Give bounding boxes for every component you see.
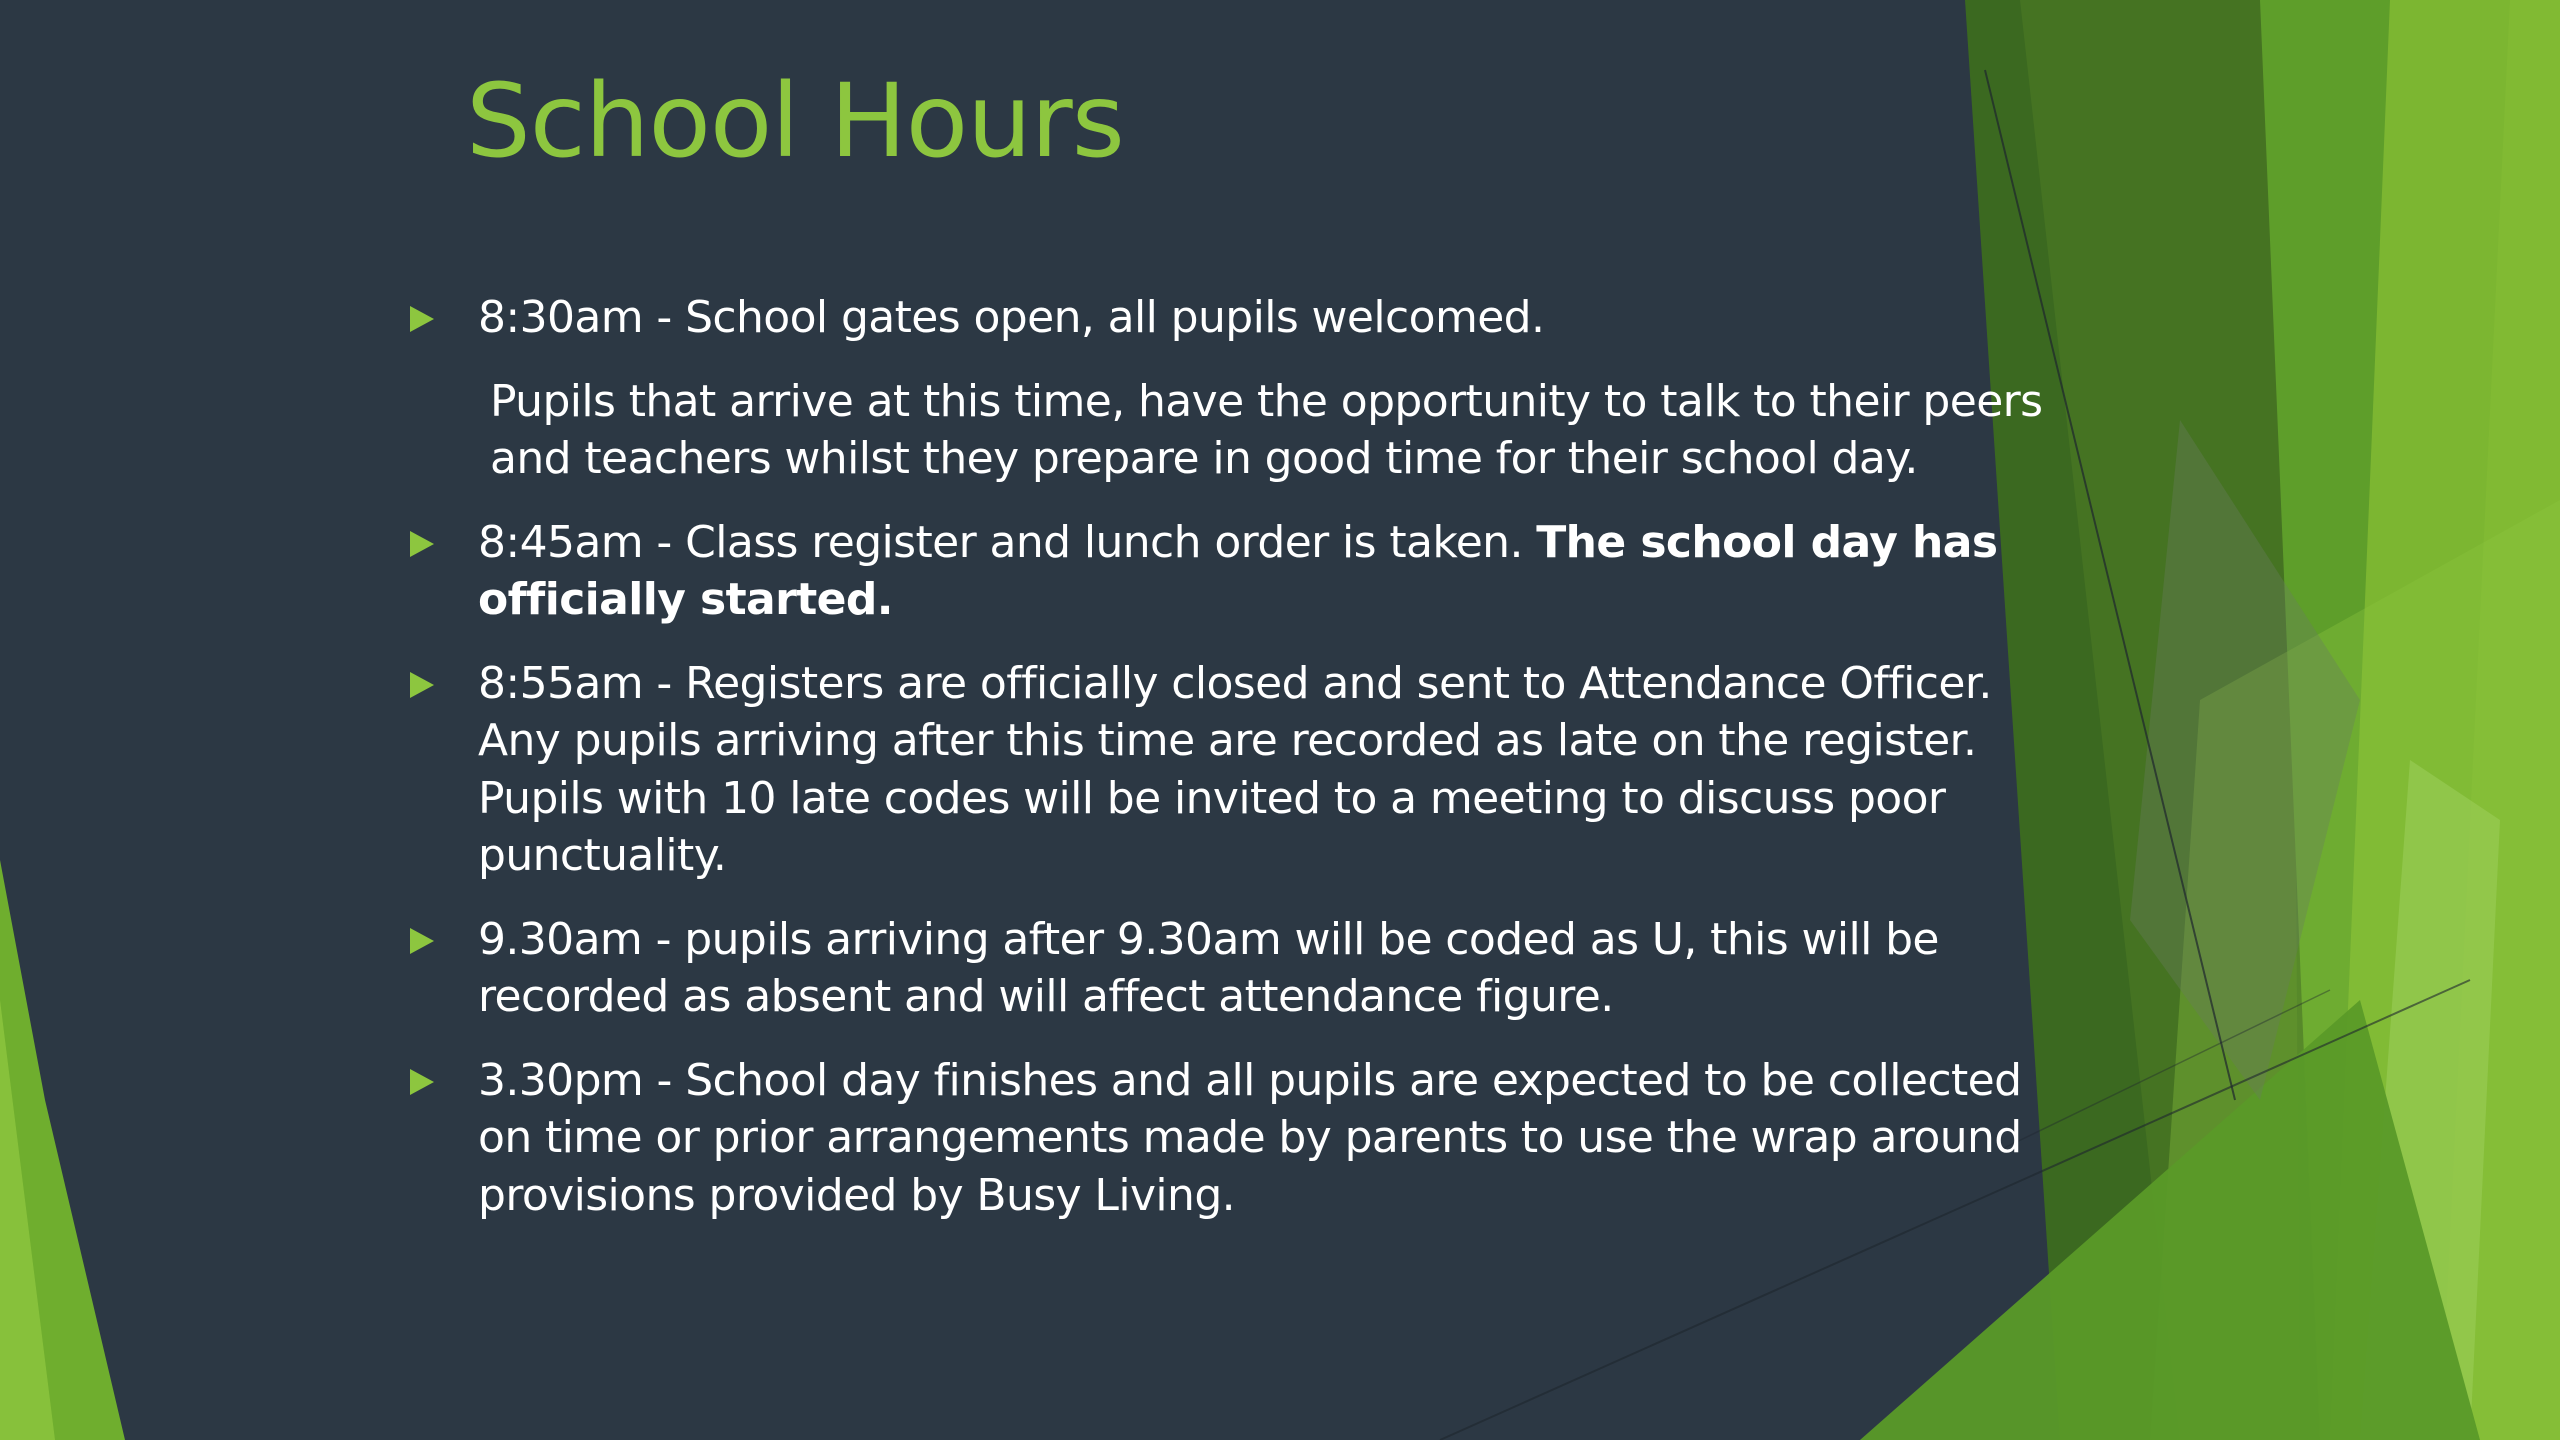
- bullet-item-0845: [406, 514, 2126, 629]
- bullet-item-0855: [406, 655, 2126, 885]
- bullet-text: on time or prior arrangements made by parents to use the wrap around: [478, 1112, 2022, 1163]
- bullet-text: provisions provided by Busy Living.: [478, 1169, 1236, 1221]
- triangle-right-icon: [410, 928, 434, 954]
- triangle-right-icon: [410, 306, 434, 332]
- bullet-text: Pupils with 10 late codes will be invited to a meeting to discuss poor: [478, 772, 1946, 824]
- bullet-text: punctuality.: [478, 830, 727, 881]
- bullet-text-bold: The school day has: [1536, 516, 1998, 568]
- bullet-text: 9.30am - pupils arriving after 9.30am will be coded as U, this will be: [478, 913, 1939, 965]
- bullet-item-1530: [406, 1052, 2126, 1225]
- bullet-item-0930: [406, 911, 2126, 1026]
- paragraph-line: Pupils that arrive at this time, have the opportunity to talk to their peers: [490, 375, 2043, 427]
- bullet-text: 8:45am - Class register and lunch order is taken.: [478, 516, 1537, 568]
- paragraph-arrival: [406, 373, 2126, 488]
- slide-content: [406, 289, 2126, 1250]
- triangle-right-icon: [410, 531, 434, 557]
- slide-title: School Hours: [466, 62, 1124, 181]
- bullet-item-0830: [406, 289, 2126, 347]
- triangle-right-icon: [410, 1069, 434, 1095]
- bullet-text: Any pupils arriving after this time are recorded as late on the register.: [478, 715, 1977, 766]
- bullet-text: recorded as absent and will affect attendance figure.: [478, 971, 1614, 1022]
- bullet-text: 3.30pm - School day finishes and all pupils are expected to be collected: [478, 1054, 2022, 1106]
- triangle-right-icon: [410, 672, 434, 698]
- bullet-text-bold: officially started.: [478, 574, 893, 625]
- bullet-line: [478, 514, 2126, 572]
- bullet-text: 8:55am - Registers are officially closed and sent to Attendance Officer.: [478, 657, 1992, 709]
- bullet-text: 8:30am - School gates open, all pupils welcomed.: [478, 292, 1545, 343]
- paragraph-line: and teachers whilst they prepare in good time for their school day.: [490, 433, 1918, 484]
